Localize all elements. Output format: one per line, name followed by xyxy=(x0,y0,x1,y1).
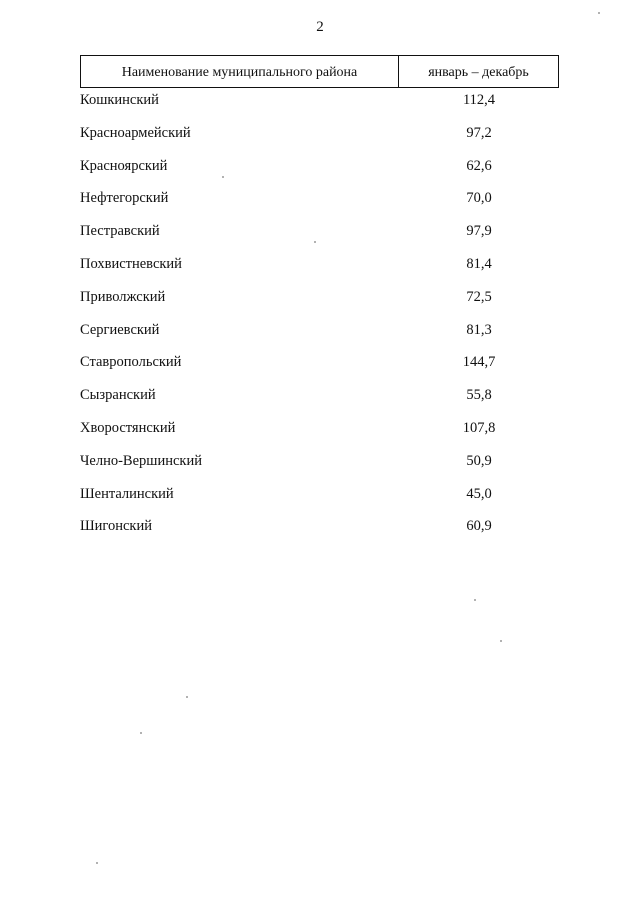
district-value: 97,2 xyxy=(466,124,492,141)
table-row xyxy=(0,287,640,320)
district-value: 107,8 xyxy=(462,419,496,436)
district-value: 112,4 xyxy=(462,92,496,108)
table-body xyxy=(0,90,640,549)
table-row xyxy=(0,254,640,287)
district-value: 55,8 xyxy=(466,387,492,404)
scan-speck xyxy=(140,732,142,734)
scan-speck xyxy=(96,862,98,864)
scan-speck xyxy=(474,599,476,601)
district-value: 60,9 xyxy=(466,518,492,535)
district-value: 70,0 xyxy=(466,190,492,207)
scan-speck xyxy=(598,12,600,14)
district-name: Сызранский xyxy=(80,387,156,404)
district-name: Сергиевский xyxy=(80,321,160,338)
table-row xyxy=(0,221,640,254)
table-row xyxy=(0,156,640,189)
table-row xyxy=(0,484,640,517)
table-row xyxy=(0,188,640,221)
district-name: Похвистневский xyxy=(80,255,182,272)
table-row xyxy=(0,451,640,484)
district-value: 81,3 xyxy=(466,321,492,338)
district-name: Челно-Вершинский xyxy=(80,452,202,469)
district-value: 81,4 xyxy=(466,255,492,272)
table-row xyxy=(0,90,640,123)
district-name: Пестравский xyxy=(80,223,160,240)
table-row xyxy=(0,418,640,451)
district-name: Приволжский xyxy=(80,288,166,305)
scan-speck xyxy=(222,176,224,178)
district-value: 72,5 xyxy=(466,288,492,305)
district-name: Шигонский xyxy=(80,518,152,535)
scan-speck xyxy=(500,640,502,642)
district-name: Нефтегорский xyxy=(80,190,169,207)
table-row xyxy=(0,516,640,549)
district-value: 50,9 xyxy=(466,452,492,469)
district-name: Красноярский xyxy=(80,157,168,174)
district-value: 97,9 xyxy=(466,223,492,240)
district-name: Хворостянский xyxy=(80,419,176,436)
table-row xyxy=(0,352,640,385)
table-header xyxy=(80,55,559,88)
district-value: 45,0 xyxy=(466,485,492,502)
district-value: 62,6 xyxy=(466,157,492,174)
district-name: Ставропольский xyxy=(80,354,182,371)
page-number: 2 xyxy=(316,19,324,35)
table-row xyxy=(0,385,640,418)
table-row xyxy=(0,123,640,156)
column-header-period: январь – декабрь xyxy=(428,64,529,80)
district-name: Шенталинский xyxy=(80,485,174,502)
table-row xyxy=(0,320,640,353)
scan-speck xyxy=(314,241,316,243)
scan-speck xyxy=(186,696,188,698)
district-name: Кошкинский xyxy=(80,92,159,108)
district-name: Красноармейский xyxy=(80,124,191,141)
column-header-district-name: Наименование муниципального района xyxy=(81,56,399,87)
district-value: 144,7 xyxy=(462,354,496,371)
